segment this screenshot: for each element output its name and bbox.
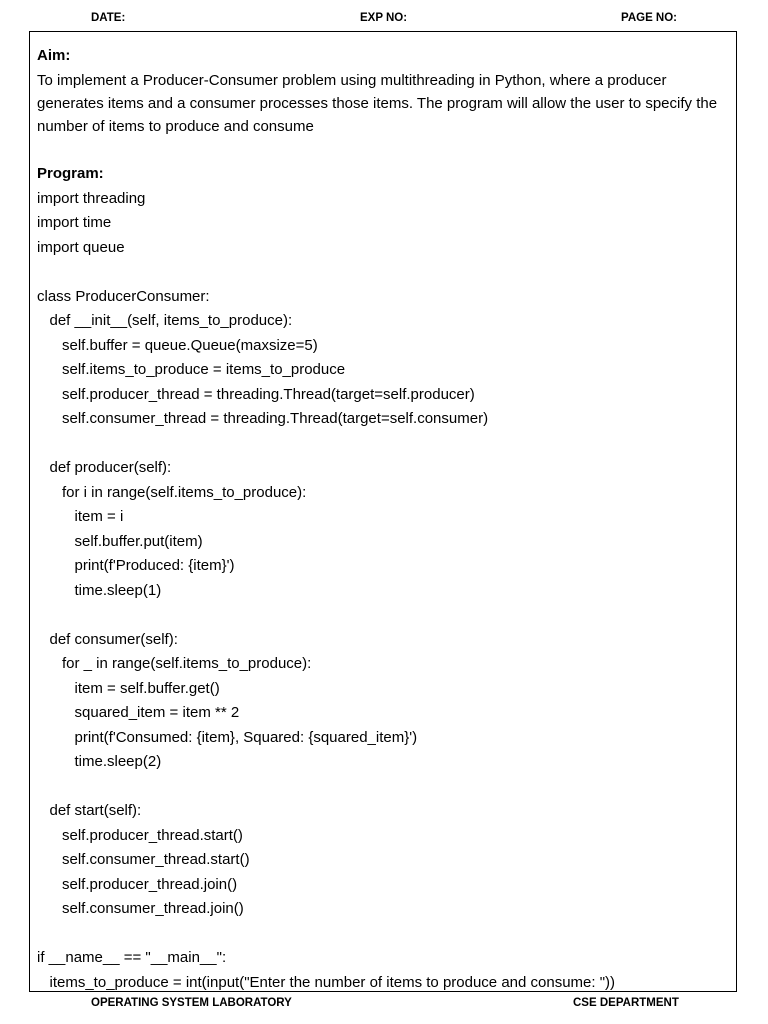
code-line: self.producer_thread.start(): [37, 826, 243, 844]
code-line: item = self.buffer.get(): [37, 679, 220, 697]
document-body: [37, 44, 732, 992]
page-footer: [0, 997, 768, 1013]
aim-heading: Aim:: [37, 47, 71, 64]
code-line: import threading: [37, 189, 146, 207]
code-line: print(f'Produced: {item}'): [37, 557, 235, 574]
code-line: def start(self):: [37, 802, 142, 819]
program-heading: Program:: [37, 165, 104, 182]
code-line: for i in range(self.items_to_produce):: [37, 483, 307, 501]
code-line: items_to_produce = int(input("Enter the number of items to produce and consume: ")): [37, 973, 616, 991]
page-no-label: PAGE NO:: [621, 12, 678, 24]
code-line: item = i: [37, 508, 124, 525]
code-block: [37, 187, 732, 993]
code-line: def consumer(self):: [37, 630, 178, 648]
code-line: self.producer_thread = threading.Thread(target=self.producer): [37, 385, 475, 403]
department-label: CSE DEPARTMENT: [573, 997, 679, 1009]
code-line: time.sleep(2): [37, 753, 162, 770]
spacer: [37, 138, 732, 163]
aim-text: To implement a Producer-Consumer problem using multithreading in Python, where a producer generates items and a consumer processes those items. The program will allow the user to specify the number of items to produce and consume: [37, 71, 718, 135]
code-line: if __name__ == "__main__":: [37, 949, 227, 966]
code-line: self.consumer_thread.join(): [37, 900, 244, 917]
code-line: self.producer_thread.join(): [37, 875, 238, 893]
page-frame: [29, 31, 737, 992]
code-line: [37, 260, 732, 285]
code-line: self.consumer_thread.start(): [37, 851, 250, 868]
code-line: self.buffer.put(item): [37, 532, 203, 550]
date-label: DATE:: [91, 12, 126, 24]
code-line: [37, 922, 732, 947]
code-line: def producer(self):: [37, 459, 172, 476]
code-line: [37, 775, 732, 800]
lab-name-label: OPERATING SYSTEM LABORATORY: [91, 997, 292, 1009]
code-line: squared_item = item ** 2: [37, 704, 240, 721]
code-line: [37, 603, 732, 628]
code-line: class ProducerConsumer:: [37, 287, 210, 305]
code-line: print(f'Consumed: {item}, Squared: {squared_item}'): [37, 728, 418, 746]
page-header: [0, 12, 768, 28]
code-line: for _ in range(self.items_to_produce):: [37, 655, 312, 672]
code-line: [37, 432, 732, 457]
code-line: self.consumer_thread = threading.Thread(target=self.consumer): [37, 410, 489, 427]
code-line: time.sleep(1): [37, 581, 162, 599]
exp-no-label: EXP NO:: [360, 12, 408, 24]
code-line: self.buffer = queue.Queue(maxsize=5): [37, 336, 318, 354]
code-line: import queue: [37, 238, 125, 256]
code-line: def __init__(self, items_to_produce):: [37, 312, 293, 329]
code-line: self.items_to_produce = items_to_produce: [37, 361, 346, 378]
code-line: import time: [37, 214, 112, 231]
